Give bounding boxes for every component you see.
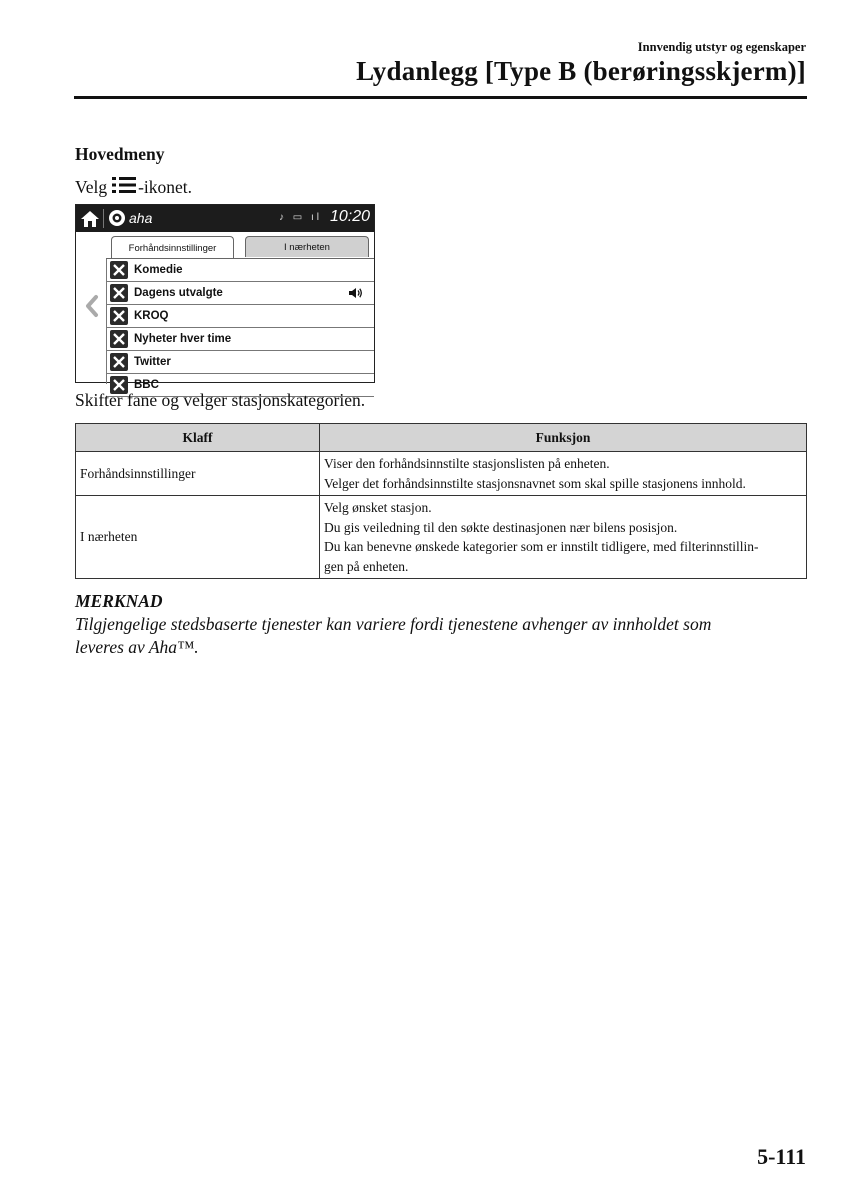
screen-topbar xyxy=(76,205,374,232)
instruction-line xyxy=(75,176,192,199)
table-header-row xyxy=(76,424,807,452)
tab-presets[interactable]: Forhåndsinnstillinger xyxy=(111,236,234,259)
function-line: Du gis veiledning til den søkte destinasjonen nær bilens posisjon. xyxy=(324,519,678,535)
note-body xyxy=(75,613,805,658)
list-item-label: KROQ xyxy=(134,310,169,322)
aha-logo-icon xyxy=(108,209,126,227)
speaker-icon xyxy=(349,287,363,302)
delete-x-icon[interactable] xyxy=(110,330,128,348)
function-line: Velg ønsket stasjon. xyxy=(324,500,432,515)
topbar-divider xyxy=(103,209,104,228)
list-item-label: BBC xyxy=(134,379,159,391)
instruction-text-after: -ikonet. xyxy=(138,177,193,197)
list-item[interactable] xyxy=(106,351,374,374)
clock: 10:20 xyxy=(329,208,370,225)
list-item-label: Nyheter hver time xyxy=(134,333,232,345)
list-item[interactable] xyxy=(106,282,374,305)
list-item[interactable] xyxy=(106,328,374,351)
page-title: Lydanlegg [Type B (berøringsskjerm)] xyxy=(356,56,806,86)
list-item-label: Komedie xyxy=(134,264,183,276)
list-item-label: Twitter xyxy=(134,356,171,368)
table-cell-function xyxy=(320,452,807,496)
function-table xyxy=(75,423,807,579)
tab-bar xyxy=(111,236,368,258)
section-heading: Hovedmeny xyxy=(75,144,165,164)
function-line: gen på enheten. xyxy=(324,558,409,574)
home-icon[interactable] xyxy=(80,209,100,229)
column-header: Klaff xyxy=(76,424,320,452)
function-line: Viser den forhåndsinnstilte stasjonslisten på enheten. xyxy=(324,456,610,471)
app-name: aha xyxy=(129,210,153,226)
back-chevron-icon[interactable] xyxy=(82,293,102,319)
delete-x-icon[interactable] xyxy=(110,284,128,302)
delete-x-icon[interactable] xyxy=(110,353,128,371)
station-list xyxy=(106,259,374,397)
note-line: Tilgjengelige stedsbaserte tjenester kan variere fordi tjenestene avhenger av innholdet som xyxy=(75,614,712,634)
instruction-text-before: Velg xyxy=(75,177,108,197)
list-menu-icon xyxy=(111,176,137,199)
note-title: MERKNAD xyxy=(75,591,163,611)
list-item[interactable] xyxy=(106,259,374,282)
table-cell-tab: I nærheten xyxy=(76,496,320,579)
function-line: Du kan benevne ønskede kategorier som er innstilt tidligere, med filterinnstillin- xyxy=(324,539,759,554)
table-cell-function xyxy=(320,496,807,579)
table-cell-tab: Forhåndsinnstillinger xyxy=(76,452,320,496)
note-line: leveres av Aha™. xyxy=(75,636,199,657)
list-item[interactable] xyxy=(106,305,374,328)
list-item-label: Dagens utvalgte xyxy=(134,287,223,299)
column-header: Funksjon xyxy=(320,424,807,452)
tab-nearby[interactable]: I nærheten xyxy=(245,236,369,257)
function-line: Velger det forhåndsinnstilte stasjonsnavnet som skal spille stasjonens innhold. xyxy=(324,475,746,491)
table-row xyxy=(76,496,807,579)
screen-caption: Skifter fane og velger stasjonskategorien. xyxy=(75,390,366,410)
delete-x-icon[interactable] xyxy=(110,307,128,325)
status-icons: ♪ ▭ ıl xyxy=(279,212,323,223)
page-number: 5-111 xyxy=(757,1144,806,1169)
delete-x-icon[interactable] xyxy=(110,261,128,279)
header-subtitle: Innvendig utstyr og egenskaper xyxy=(637,40,806,54)
header-divider xyxy=(74,96,807,99)
table-row xyxy=(76,452,807,496)
aha-screen-image xyxy=(75,204,375,391)
